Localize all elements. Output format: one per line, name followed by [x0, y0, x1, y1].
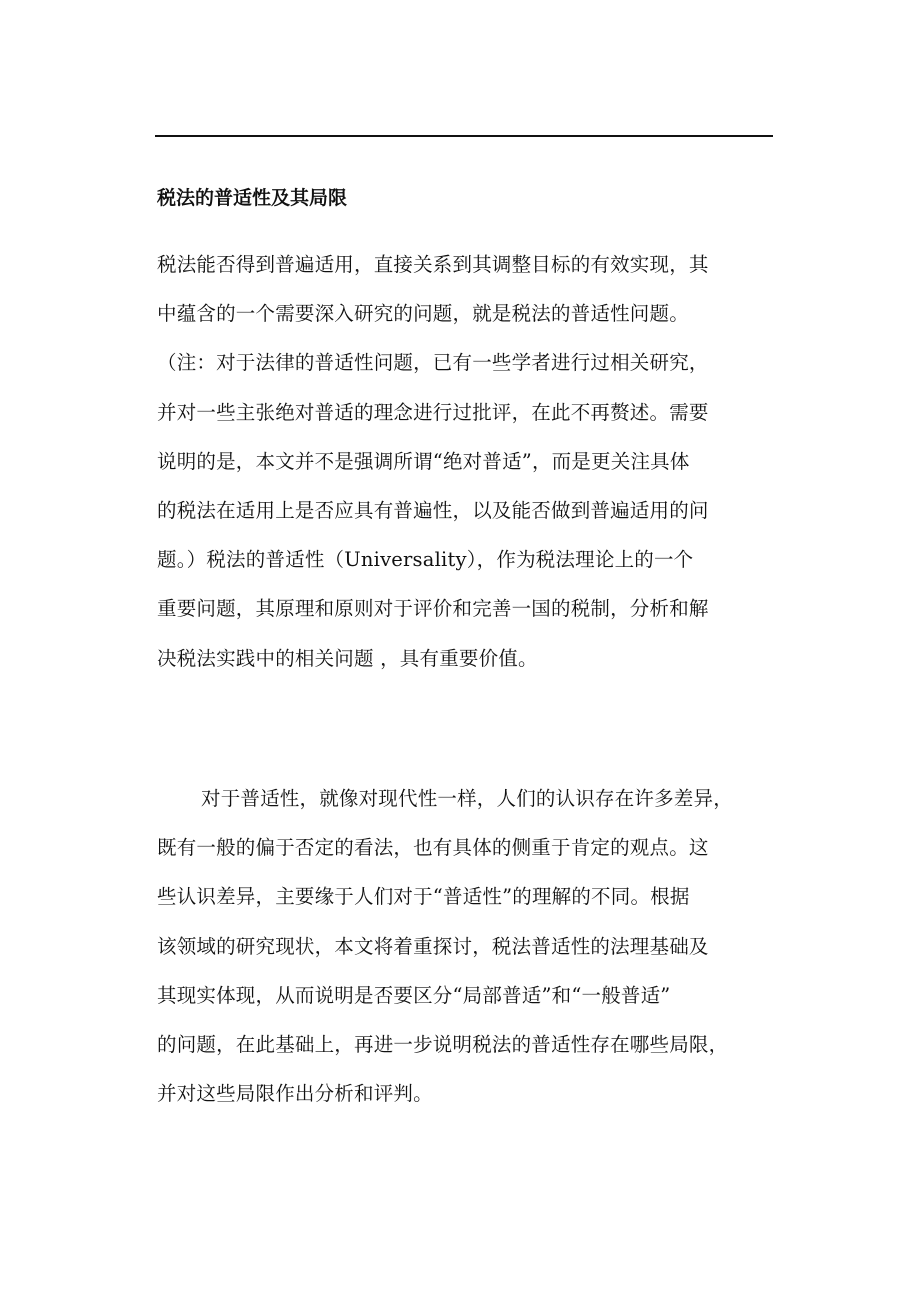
text-line: 说明的是，本文并不是强调所谓“绝对普适”，而是更关注具体 [157, 449, 690, 473]
paragraph-2 [157, 787, 777, 1131]
text-line: 并对一些主张绝对普适的理念进行过批评，在此不再赘述。需要 [157, 400, 709, 424]
text-line: 既有一般的偏于否定的看法，也有具体的侧重于肯定的观点。这 [157, 836, 709, 860]
text-line: 税法能否得到普遍适用，直接关系到其调整目标的有效实现，其 [157, 253, 709, 276]
text-line: 对于普适性，就像对现代性一样，人们的认识存在许多差异， [201, 787, 733, 810]
text-line: 中蕴含的一个需要深入研究的问题，就是税法的普适性问题。 [157, 302, 689, 326]
text-line: 其现实体现，从而说明是否要区分“局部普适”和“一般普适” [157, 983, 671, 1007]
text-line: 并对这些局限作出分析和评判。 [157, 1082, 433, 1106]
text-line: 该领域的研究现状，本文将着重探讨，税法普适性的法理基础及 [157, 934, 709, 958]
text-line: 重要问题，其原理和原则对于评价和完善一国的税制，分析和解 [157, 597, 709, 621]
document-title: 税法的普适性及其局限 [157, 187, 348, 209]
text-line: 决税法实践中的相关问题 ，具有重要价值。 [157, 646, 538, 670]
text-line: 的税法在适用上是否应具有普遍性，以及能否做到普遍适用的问 [157, 498, 709, 522]
text-line: 的问题，在此基础上，再进一步说明税法的普适性存在哪些局限， [157, 1032, 729, 1056]
text-line: 题。）税法的普适性（Universality），作为税法理论上的一个 [157, 548, 694, 572]
text-line: 些认识差异，主要缘于人们对于“普适性”的理解的不同。根据 [157, 885, 690, 909]
header-rule [155, 135, 773, 137]
paragraph-1 [157, 253, 777, 696]
text-line: （注：对于法律的普适性问题，已有一些学者进行过相关研究， [157, 351, 709, 375]
